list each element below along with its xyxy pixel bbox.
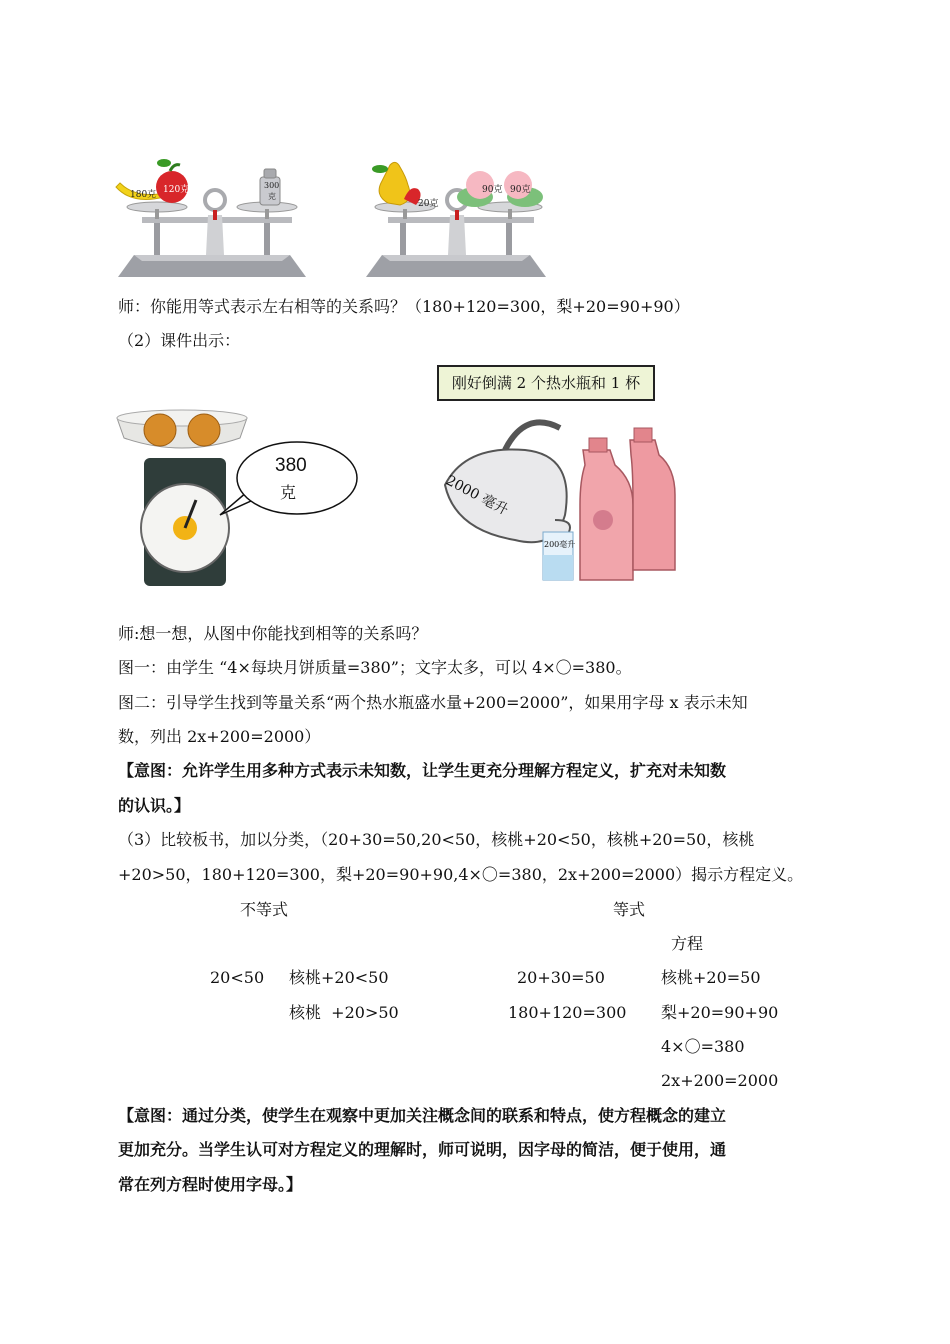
equality-item: 20+30=50: [517, 968, 605, 987]
heading-equation: 方程: [671, 934, 704, 953]
kettle-label: 2000 毫升: [443, 472, 511, 519]
section-3-line-1: （3）比较板书，加以分类，（20+30=50,20<50，核桃+20<50，核桃+20=50，核桃: [118, 830, 755, 849]
bubble-unit: 克: [280, 483, 297, 502]
section-2-heading: （2）课件出示：: [118, 331, 241, 350]
weight-label-2: 克: [268, 192, 276, 201]
inequality-item: 核桃 +20>50: [289, 1003, 399, 1022]
intent-note-2-line-1: 【意图：通过分类，使学生在观察中更加关注概念间的联系和特点，使方程概念的建立: [118, 1106, 727, 1125]
strawberry-label: 20克: [418, 199, 439, 209]
equality-item: 180+120=300: [508, 1003, 627, 1022]
banana-label: 180克: [130, 190, 157, 200]
equation-item: 梨+20=90+90: [661, 1003, 779, 1022]
inequality-item: 核桃+20<50: [289, 968, 389, 987]
figure-2-explanation-line-1: 图二：引导学生找到等量关系“两个热水瓶盛水量+200=2000”，如果用字母 x 表示未知: [118, 693, 748, 712]
bubble-number: 380: [275, 455, 307, 476]
balance-scale-left: [112, 155, 312, 280]
teacher-question-1: 师：你能用等式表示左右相等的关系吗？（180+120=300，梨+20=90+90）: [118, 297, 690, 316]
banner-caption: 刚好倒满 2 个热水瓶和 1 杯: [437, 365, 655, 401]
kitchen-scale: [112, 400, 362, 590]
equation-item: 4×〇=380: [661, 1037, 745, 1056]
heading-inequality: 不等式: [240, 900, 289, 919]
mooncake-icon-2: [188, 414, 220, 446]
callout-bubble: [237, 442, 357, 514]
equation-item: 核桃+20=50: [661, 968, 761, 987]
intent-note-2-line-2: 更加充分。当学生认可对方程定义的理解时，师可说明，因字母的简洁，便于使用，通: [118, 1140, 727, 1159]
figure-1-explanation: 图一：由学生 “4×每块月饼质量=380”；文字太多，可以 4×〇=380。: [118, 658, 632, 677]
inequality-item: 20<50: [210, 968, 265, 987]
cup-label: 200毫升: [544, 540, 576, 549]
balance-scale-right: [360, 155, 555, 280]
section-3-line-2: +20>50，180+120=300，梨+20=90+90,4×〇=380，2x+200=2000）揭示方程定义。: [118, 865, 804, 884]
heading-equality: 等式: [613, 900, 646, 919]
peach-label-2: 90克: [510, 185, 531, 195]
teacher-question-2: 师:想一想，从图中你能找到相等的关系吗？: [118, 624, 428, 643]
intent-note-1-line-2: 的认识。】: [118, 796, 191, 815]
peach-label-1: 90克: [482, 185, 503, 195]
mooncake-icon: [144, 414, 176, 446]
apple-label: 120克: [163, 185, 190, 195]
thermos-icon-2: [630, 440, 675, 570]
figure-2-explanation-line-2: 数，列出 2x+200=2000）: [118, 727, 321, 746]
equation-item: 2x+200=2000: [661, 1071, 779, 1090]
intent-note-1-line-1: 【意图：允许学生用多种方式表示未知数，让学生更充分理解方程定义，扩充对未知数: [118, 761, 727, 780]
intent-note-2-line-3: 常在列方程时使用字母。】: [118, 1175, 303, 1194]
weight-label-1: 300: [264, 181, 280, 190]
